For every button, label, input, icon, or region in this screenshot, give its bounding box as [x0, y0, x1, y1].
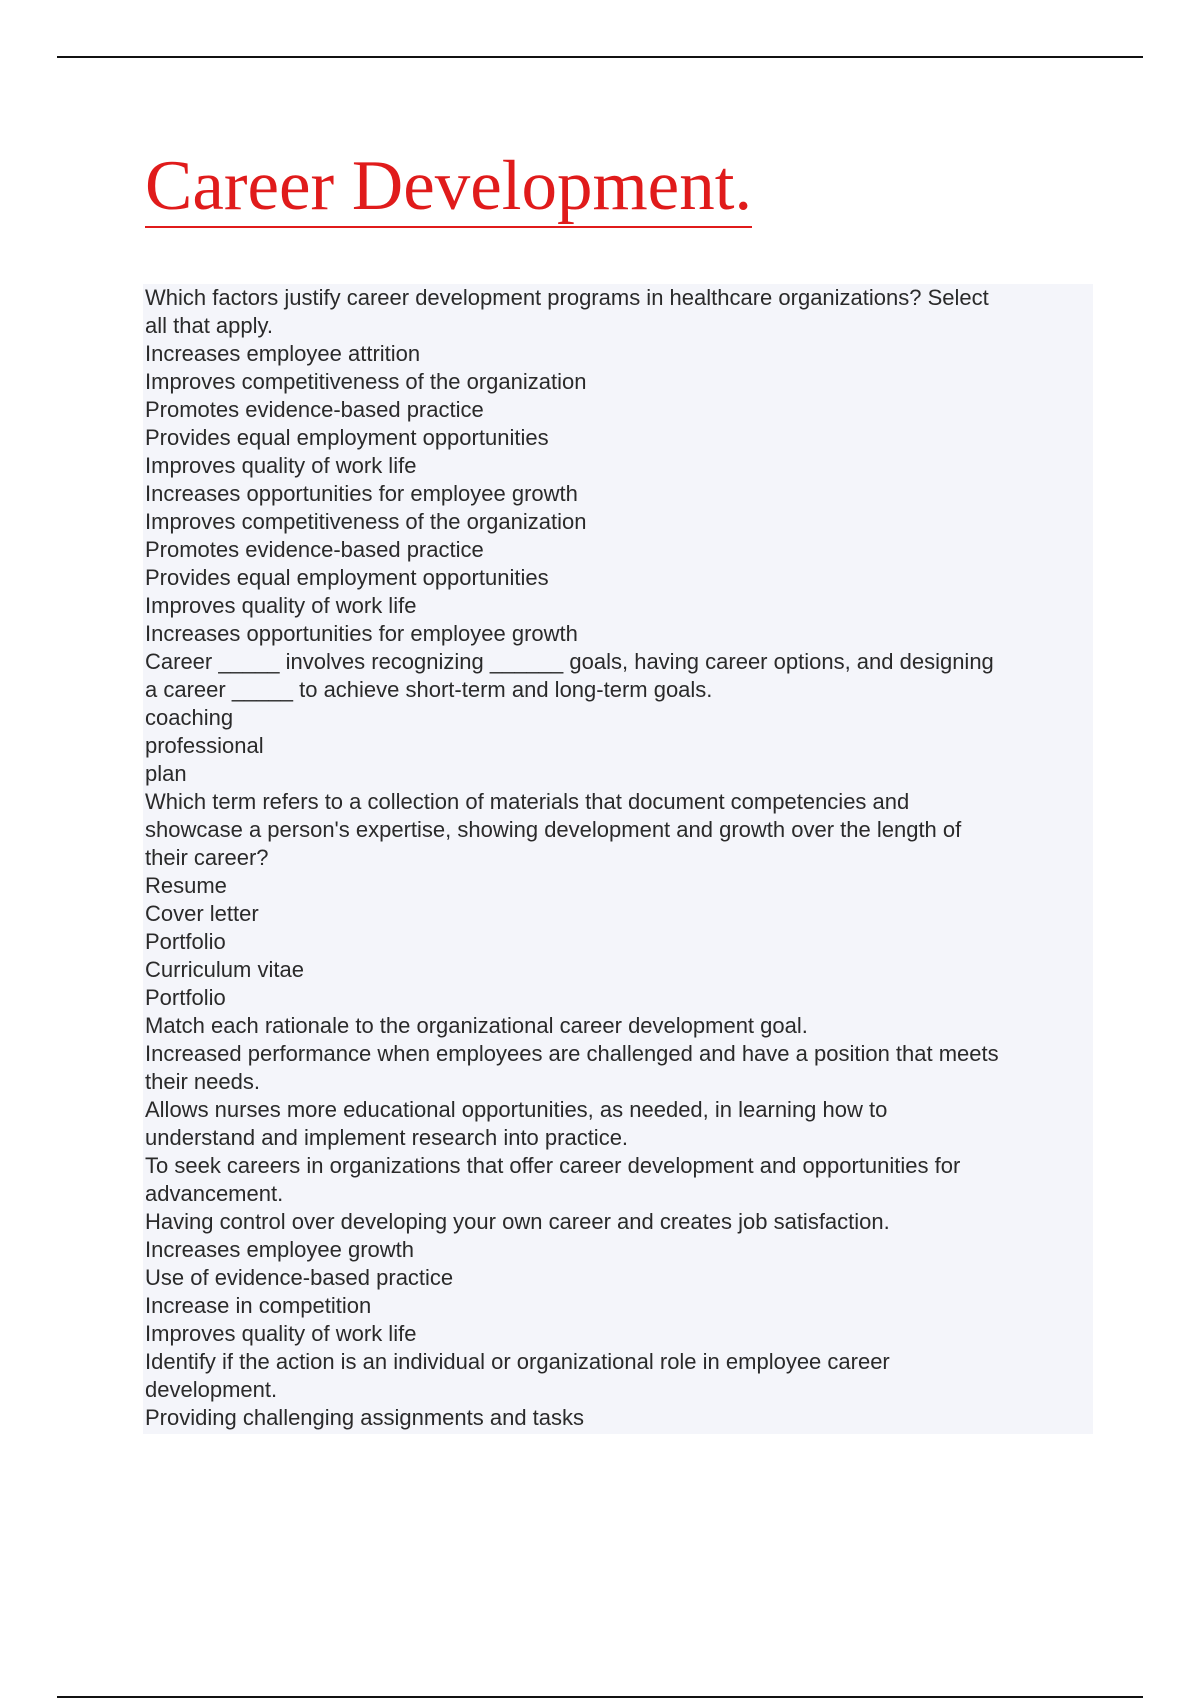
text-line: their career?	[145, 845, 269, 870]
text-line: Increases employee growth	[145, 1237, 415, 1262]
text-line: Match each rationale to the organizational career development goal.	[145, 1013, 808, 1038]
text-line: Promotes evidence-based practice	[145, 537, 484, 562]
text-line: Resume	[145, 873, 227, 898]
text-line: advancement.	[145, 1181, 284, 1206]
top-rule	[57, 56, 1143, 58]
text-line: Increased performance when employees are challenged and have a position that meets	[145, 1041, 999, 1066]
text-line: Providing challenging assignments and tasks	[145, 1405, 585, 1430]
text-line: their needs.	[145, 1069, 260, 1094]
content-block	[143, 284, 1093, 1434]
text-line: Allows nurses more educational opportunities, as needed, in learning how to	[145, 1097, 888, 1122]
text-line: a career _____ to achieve short-term and long-term goals.	[145, 677, 713, 702]
text-line: development.	[145, 1377, 278, 1402]
text-line: plan	[145, 761, 187, 786]
text-line: Which factors justify career development programs in healthcare organizations? Select	[145, 285, 989, 310]
text-line: Improves competitiveness of the organization	[145, 509, 587, 534]
text-line: Having control over developing your own career and creates job satisfaction.	[145, 1209, 890, 1234]
text-line: Portfolio	[145, 929, 226, 954]
text-line: Promotes evidence-based practice	[145, 397, 484, 422]
bottom-rule	[57, 1696, 1143, 1698]
text-line: Identify if the action is an individual or organizational role in employee career	[145, 1349, 890, 1374]
text-line: coaching	[145, 705, 234, 730]
text-line: understand and implement research into practice.	[145, 1125, 629, 1150]
text-line: Increases opportunities for employee growth	[145, 621, 578, 646]
text-line: To seek careers in organizations that offer career development and opportunities for	[145, 1153, 961, 1178]
text-line: Career _____ involves recognizing ______ goals, having career options, and designing	[145, 649, 994, 674]
text-line: Use of evidence-based practice	[145, 1265, 454, 1290]
text-line: Curriculum vitae	[145, 957, 304, 982]
text-line: Improves quality of work life	[145, 593, 417, 618]
text-line: Increase in competition	[145, 1293, 372, 1318]
text-line: showcase a person's expertise, showing development and growth over the length of	[145, 817, 962, 842]
text-line: Provides equal employment opportunities	[145, 425, 549, 450]
text-line: Which term refers to a collection of materials that document competencies and	[145, 789, 910, 814]
text-line: Improves quality of work life	[145, 1321, 417, 1346]
text-line: Improves quality of work life	[145, 453, 417, 478]
text-line: professional	[145, 733, 264, 758]
text-line: Improves competitiveness of the organization	[145, 369, 587, 394]
text-line: all that apply.	[145, 313, 274, 338]
text-line: Cover letter	[145, 901, 259, 926]
text-line: Increases opportunities for employee growth	[145, 481, 578, 506]
document-title: Career Development.	[145, 146, 752, 228]
text-line: Portfolio	[145, 985, 226, 1010]
text-line: Provides equal employment opportunities	[145, 565, 549, 590]
text-line: Increases employee attrition	[145, 341, 421, 366]
